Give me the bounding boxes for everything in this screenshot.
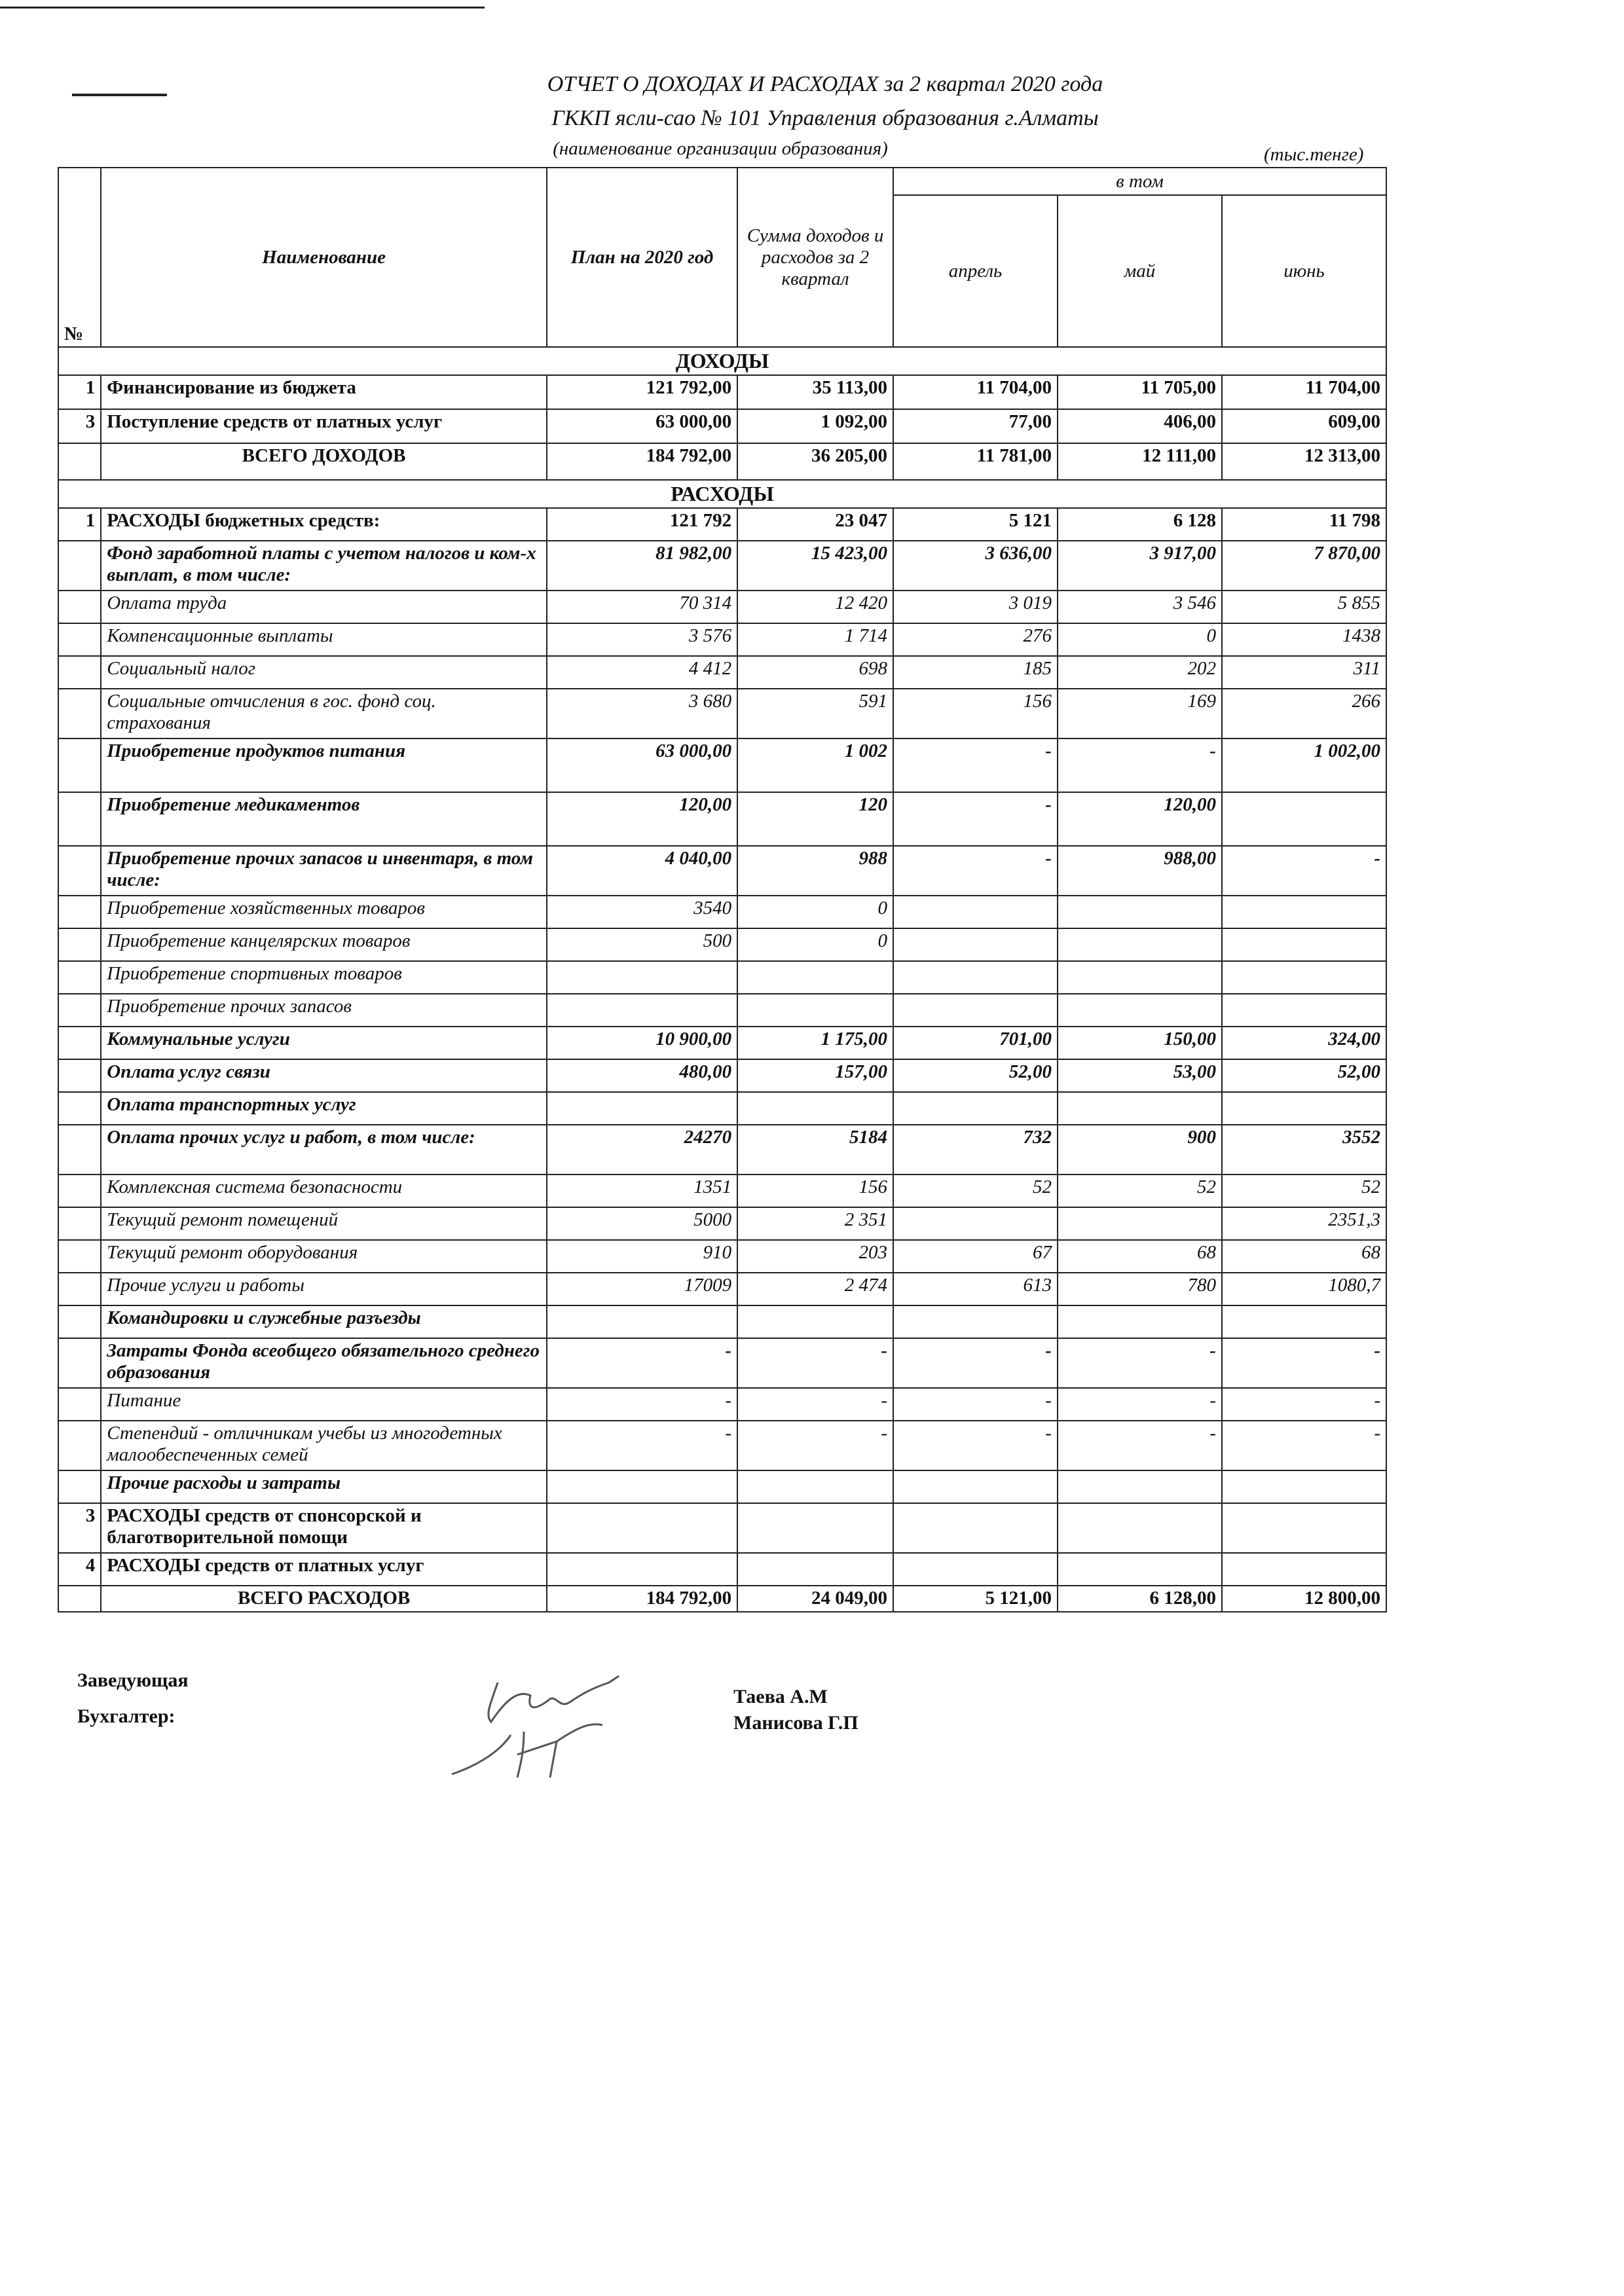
may-value: 900 xyxy=(1058,1125,1222,1175)
table-row xyxy=(58,994,1386,1027)
plan-value xyxy=(547,1305,737,1338)
plan-value: 5000 xyxy=(547,1207,737,1240)
head-title: Заведующая xyxy=(77,1669,189,1691)
april-value: 5 121 xyxy=(893,508,1058,541)
june-value: 5 855 xyxy=(1222,591,1386,623)
row-number xyxy=(58,1586,101,1612)
header-no: № xyxy=(58,168,101,347)
june-value: 609,00 xyxy=(1222,409,1386,443)
table-row xyxy=(58,656,1386,689)
june-value: 324,00 xyxy=(1222,1027,1386,1059)
quarter-sum-value: 15 423,00 xyxy=(737,541,893,591)
row-number xyxy=(58,1125,101,1175)
quarter-sum-value: 157,00 xyxy=(737,1059,893,1092)
table-row xyxy=(58,1207,1386,1240)
header-name: Наименование xyxy=(101,168,547,347)
may-value: 0 xyxy=(1058,623,1222,656)
table-row xyxy=(58,928,1386,961)
april-value xyxy=(893,1470,1058,1503)
row-name: Оплата труда xyxy=(101,591,547,623)
june-value: - xyxy=(1222,1388,1386,1421)
may-value: 11 705,00 xyxy=(1058,375,1222,409)
may-value xyxy=(1058,1305,1222,1338)
may-value: - xyxy=(1058,1421,1222,1470)
row-name: Прочие услуги и работы xyxy=(101,1273,547,1305)
may-value xyxy=(1058,1553,1222,1586)
row-number xyxy=(58,1059,101,1092)
april-value xyxy=(893,1503,1058,1553)
april-value: 156 xyxy=(893,689,1058,738)
accountant-name: Манисова Г.П xyxy=(733,1712,858,1734)
april-value xyxy=(893,961,1058,994)
quarter-sum-value: 203 xyxy=(737,1240,893,1273)
plan-value: 4 412 xyxy=(547,656,737,689)
plan-value: 121 792,00 xyxy=(547,375,737,409)
june-value: 2351,3 xyxy=(1222,1207,1386,1240)
plan-value: 184 792,00 xyxy=(547,1586,737,1612)
plan-value xyxy=(547,1470,737,1503)
row-number xyxy=(58,1338,101,1388)
quarter-sum-value: 156 xyxy=(737,1175,893,1207)
plan-value: - xyxy=(547,1338,737,1388)
table-row xyxy=(58,1305,1386,1338)
plan-value xyxy=(547,994,737,1027)
may-value xyxy=(1058,961,1222,994)
april-value: 52,00 xyxy=(893,1059,1058,1092)
row-name: Компенсационные выплаты xyxy=(101,623,547,656)
june-value: 1 002,00 xyxy=(1222,738,1386,792)
plan-value: 500 xyxy=(547,928,737,961)
plan-value: 1351 xyxy=(547,1175,737,1207)
quarter-sum-value: - xyxy=(737,1421,893,1470)
april-value: 77,00 xyxy=(893,409,1058,443)
quarter-sum-value xyxy=(737,1092,893,1125)
head-name: Таева А.М xyxy=(733,1686,828,1707)
quarter-sum-value: 23 047 xyxy=(737,508,893,541)
plan-value: 3 576 xyxy=(547,623,737,656)
quarter-sum-value: 12 420 xyxy=(737,591,893,623)
table-row xyxy=(58,1338,1386,1388)
row-number: 1 xyxy=(58,375,101,409)
april-value: - xyxy=(893,1388,1058,1421)
header-sum: Сумма доходов и расходов за 2 квартал xyxy=(737,168,893,347)
quarter-sum-value: 698 xyxy=(737,656,893,689)
may-value: 12 111,00 xyxy=(1058,443,1222,480)
june-value xyxy=(1222,1305,1386,1338)
row-name: Приобретение хозяйственных товаров xyxy=(101,896,547,928)
table-row xyxy=(58,1470,1386,1503)
row-name: Приобретение продуктов питания xyxy=(101,738,547,792)
april-value xyxy=(893,928,1058,961)
table-row xyxy=(58,792,1386,846)
table-row xyxy=(58,1421,1386,1470)
table-row xyxy=(58,1092,1386,1125)
plan-value: 121 792 xyxy=(547,508,737,541)
quarter-sum-value: 0 xyxy=(737,896,893,928)
table-row xyxy=(58,738,1386,792)
organization-name: ГККП ясли-сао № 101 Управления образования г.Алматы xyxy=(551,106,1099,130)
row-name: Оплата прочих услуг и работ, в том числе: xyxy=(101,1125,547,1175)
quarter-sum-value xyxy=(737,1553,893,1586)
plan-value: 70 314 xyxy=(547,591,737,623)
plan-value: 24270 xyxy=(547,1125,737,1175)
may-value: 988,00 xyxy=(1058,846,1222,896)
row-number xyxy=(58,1175,101,1207)
row-name: Финансирование из бюджета xyxy=(101,375,547,409)
table-row xyxy=(58,1553,1386,1586)
row-number xyxy=(58,1207,101,1240)
table-row xyxy=(58,591,1386,623)
quarter-sum-value: 591 xyxy=(737,689,893,738)
april-value xyxy=(893,896,1058,928)
june-value: 12 313,00 xyxy=(1222,443,1386,480)
may-value: 406,00 xyxy=(1058,409,1222,443)
june-value: 1080,7 xyxy=(1222,1273,1386,1305)
table-row xyxy=(58,1388,1386,1421)
plan-value: 480,00 xyxy=(547,1059,737,1092)
april-value: 613 xyxy=(893,1273,1058,1305)
quarter-sum-value xyxy=(737,1503,893,1553)
row-name: Приобретение канцелярских товаров xyxy=(101,928,547,961)
row-name: Степендий - отличникам учебы из многодетных малообеспеченных семей xyxy=(101,1421,547,1470)
row-number xyxy=(58,656,101,689)
row-name: Приобретение прочих запасов и инвентаря, в том числе: xyxy=(101,846,547,896)
june-value: 266 xyxy=(1222,689,1386,738)
june-value: 11 798 xyxy=(1222,508,1386,541)
table-row xyxy=(58,1240,1386,1273)
row-name: Текущий ремонт оборудования xyxy=(101,1240,547,1273)
row-number xyxy=(58,623,101,656)
quarter-sum-value: 36 205,00 xyxy=(737,443,893,480)
may-value: 52 xyxy=(1058,1175,1222,1207)
april-value: - xyxy=(893,738,1058,792)
may-value: 120,00 xyxy=(1058,792,1222,846)
june-value: - xyxy=(1222,1421,1386,1470)
header-june: июнь xyxy=(1222,195,1386,347)
june-value xyxy=(1222,928,1386,961)
april-value: 52 xyxy=(893,1175,1058,1207)
plan-value: 63 000,00 xyxy=(547,409,737,443)
table-row xyxy=(58,1175,1386,1207)
table-row xyxy=(58,846,1386,896)
plan-value: 4 040,00 xyxy=(547,846,737,896)
table-row xyxy=(58,1586,1386,1612)
quarter-sum-value: 1 175,00 xyxy=(737,1027,893,1059)
table-row xyxy=(58,409,1386,443)
quarter-sum-value: - xyxy=(737,1338,893,1388)
june-value: 52,00 xyxy=(1222,1059,1386,1092)
report-table xyxy=(58,167,1387,1613)
row-name: Приобретение прочих запасов xyxy=(101,994,547,1027)
row-number xyxy=(58,1421,101,1470)
row-name: Приобретение спортивных товаров xyxy=(101,961,547,994)
june-value xyxy=(1222,896,1386,928)
may-value xyxy=(1058,928,1222,961)
row-name: РАСХОДЫ бюджетных средств: xyxy=(101,508,547,541)
row-number: 1 xyxy=(58,508,101,541)
quarter-sum-value xyxy=(737,1470,893,1503)
may-value: 6 128,00 xyxy=(1058,1586,1222,1612)
table-row xyxy=(58,1273,1386,1305)
row-name: Приобретение медикаментов xyxy=(101,792,547,846)
quarter-sum-value xyxy=(737,994,893,1027)
row-number xyxy=(58,591,101,623)
plan-value xyxy=(547,1092,737,1125)
april-value xyxy=(893,1207,1058,1240)
row-number xyxy=(58,846,101,896)
quarter-sum-value: - xyxy=(737,1388,893,1421)
table-row xyxy=(58,896,1386,928)
table-row xyxy=(58,1503,1386,1553)
june-value: 7 870,00 xyxy=(1222,541,1386,591)
table-row xyxy=(58,1125,1386,1175)
header-months-group: в том xyxy=(893,168,1386,195)
plan-value: 10 900,00 xyxy=(547,1027,737,1059)
row-name: Коммунальные услуги xyxy=(101,1027,547,1059)
june-value xyxy=(1222,1553,1386,1586)
quarter-sum-value: 35 113,00 xyxy=(737,375,893,409)
may-value: 202 xyxy=(1058,656,1222,689)
table-row xyxy=(58,541,1386,591)
april-value: 185 xyxy=(893,656,1058,689)
top-scan-line xyxy=(0,7,485,9)
may-value: 68 xyxy=(1058,1240,1222,1273)
may-value: - xyxy=(1058,1388,1222,1421)
quarter-sum-value: 1 002 xyxy=(737,738,893,792)
plan-value xyxy=(547,961,737,994)
row-name: Комплексная система безопасности xyxy=(101,1175,547,1207)
row-number xyxy=(58,1092,101,1125)
table-row xyxy=(58,508,1386,541)
april-value: 701,00 xyxy=(893,1027,1058,1059)
may-value: 169 xyxy=(1058,689,1222,738)
row-number xyxy=(58,1305,101,1338)
row-name: Командировки и служебные разъезды xyxy=(101,1305,547,1338)
april-value xyxy=(893,1553,1058,1586)
quarter-sum-value: 2 351 xyxy=(737,1207,893,1240)
april-value: - xyxy=(893,1338,1058,1388)
may-value: - xyxy=(1058,1338,1222,1388)
row-name: ВСЕГО РАСХОДОВ xyxy=(101,1586,547,1612)
table-row xyxy=(58,961,1386,994)
row-number: 4 xyxy=(58,1553,101,1586)
row-name: Поступление средств от платных услуг xyxy=(101,409,547,443)
april-value: 3 019 xyxy=(893,591,1058,623)
quarter-sum-value: 0 xyxy=(737,928,893,961)
row-name: Социальные отчисления в гос. фонд соц. страхования xyxy=(101,689,547,738)
april-value: 3 636,00 xyxy=(893,541,1058,591)
plan-value: - xyxy=(547,1388,737,1421)
row-name: РАСХОДЫ средств от платных услуг xyxy=(101,1553,547,1586)
row-number xyxy=(58,1273,101,1305)
may-value xyxy=(1058,896,1222,928)
organization-caption: (наименование организации образования) xyxy=(553,138,888,159)
report-title: ОТЧЕТ О ДОХОДАХ И РАСХОДАХ за 2 квартал 2020 года xyxy=(547,72,1103,96)
row-number xyxy=(58,792,101,846)
row-number xyxy=(58,961,101,994)
row-number xyxy=(58,443,101,480)
april-value: - xyxy=(893,1421,1058,1470)
june-value: 311 xyxy=(1222,656,1386,689)
may-value xyxy=(1058,994,1222,1027)
report-body xyxy=(58,347,1386,1612)
april-value: 67 xyxy=(893,1240,1058,1273)
april-value xyxy=(893,1092,1058,1125)
row-name: Текущий ремонт помещений xyxy=(101,1207,547,1240)
quarter-sum-value: 120 xyxy=(737,792,893,846)
row-name: Прочие расходы и затраты xyxy=(101,1470,547,1503)
header-plan: План на 2020 год xyxy=(547,168,737,347)
may-value: 3 546 xyxy=(1058,591,1222,623)
may-value: 6 128 xyxy=(1058,508,1222,541)
plan-value xyxy=(547,1553,737,1586)
table-row xyxy=(58,375,1386,409)
row-number xyxy=(58,1027,101,1059)
row-name: Фонд заработной платы с учетом налогов и ком-х выплат, в том числе: xyxy=(101,541,547,591)
plan-value: 120,00 xyxy=(547,792,737,846)
table-row xyxy=(58,689,1386,738)
quarter-sum-value: 24 049,00 xyxy=(737,1586,893,1612)
june-value xyxy=(1222,994,1386,1027)
accountant-title: Бухгалтер: xyxy=(77,1705,175,1727)
june-value xyxy=(1222,792,1386,846)
april-value: - xyxy=(893,792,1058,846)
june-value xyxy=(1222,1092,1386,1125)
row-name: Социальный налог xyxy=(101,656,547,689)
june-value: 12 800,00 xyxy=(1222,1586,1386,1612)
row-name: Затраты Фонда всеобщего обязательного среднего образования xyxy=(101,1338,547,1388)
row-name: РАСХОДЫ средств от спонсорской и благотворительной помощи xyxy=(101,1503,547,1553)
table-row xyxy=(58,443,1386,480)
may-value: 150,00 xyxy=(1058,1027,1222,1059)
june-value: 68 xyxy=(1222,1240,1386,1273)
plan-value: - xyxy=(547,1421,737,1470)
plan-value: 910 xyxy=(547,1240,737,1273)
row-number xyxy=(58,738,101,792)
june-value: - xyxy=(1222,1338,1386,1388)
april-value xyxy=(893,994,1058,1027)
row-number xyxy=(58,541,101,591)
row-number xyxy=(58,1470,101,1503)
june-value xyxy=(1222,1503,1386,1553)
quarter-sum-value xyxy=(737,961,893,994)
quarter-sum-value: 2 474 xyxy=(737,1273,893,1305)
april-value: 11 781,00 xyxy=(893,443,1058,480)
june-value xyxy=(1222,1470,1386,1503)
april-value: 276 xyxy=(893,623,1058,656)
row-number xyxy=(58,1240,101,1273)
plan-value xyxy=(547,1503,737,1553)
plan-value: 3 680 xyxy=(547,689,737,738)
row-number xyxy=(58,896,101,928)
quarter-sum-value: 5184 xyxy=(737,1125,893,1175)
row-number: 3 xyxy=(58,409,101,443)
quarter-sum-value: 1 092,00 xyxy=(737,409,893,443)
plan-value: 184 792,00 xyxy=(547,443,737,480)
header-may: май xyxy=(1058,195,1222,347)
april-value: 11 704,00 xyxy=(893,375,1058,409)
table-row xyxy=(58,623,1386,656)
june-value xyxy=(1222,961,1386,994)
may-value: - xyxy=(1058,738,1222,792)
june-value: 11 704,00 xyxy=(1222,375,1386,409)
table-row xyxy=(58,1059,1386,1092)
section-expenses: РАСХОДЫ xyxy=(58,480,1386,508)
june-value: 1438 xyxy=(1222,623,1386,656)
row-number xyxy=(58,928,101,961)
april-value: 5 121,00 xyxy=(893,1586,1058,1612)
may-value: 3 917,00 xyxy=(1058,541,1222,591)
row-number xyxy=(58,689,101,738)
row-number xyxy=(58,994,101,1027)
may-value xyxy=(1058,1503,1222,1553)
currency-unit: (тыс.тенге) xyxy=(1264,144,1364,165)
row-number: 3 xyxy=(58,1503,101,1553)
plan-value: 81 982,00 xyxy=(547,541,737,591)
june-value: 52 xyxy=(1222,1175,1386,1207)
handwritten-signature xyxy=(393,1663,668,1794)
table-row xyxy=(58,1027,1386,1059)
quarter-sum-value xyxy=(737,1305,893,1338)
april-value: 732 xyxy=(893,1125,1058,1175)
may-value xyxy=(1058,1470,1222,1503)
plan-value: 17009 xyxy=(547,1273,737,1305)
quarter-sum-value: 988 xyxy=(737,846,893,896)
april-value xyxy=(893,1305,1058,1338)
quarter-sum-value: 1 714 xyxy=(737,623,893,656)
may-value xyxy=(1058,1092,1222,1125)
row-number xyxy=(58,1388,101,1421)
may-value: 53,00 xyxy=(1058,1059,1222,1092)
april-value: - xyxy=(893,846,1058,896)
header-april: апрель xyxy=(893,195,1058,347)
row-name: Оплата транспортных услуг xyxy=(101,1092,547,1125)
plan-value: 3540 xyxy=(547,896,737,928)
plan-value: 63 000,00 xyxy=(547,738,737,792)
may-value xyxy=(1058,1207,1222,1240)
section-income: ДОХОДЫ xyxy=(58,347,1386,375)
row-name: Оплата услуг связи xyxy=(101,1059,547,1092)
row-name: ВСЕГО ДОХОДОВ xyxy=(101,443,547,480)
row-name: Питание xyxy=(101,1388,547,1421)
june-value: - xyxy=(1222,846,1386,896)
june-value: 3552 xyxy=(1222,1125,1386,1175)
may-value: 780 xyxy=(1058,1273,1222,1305)
